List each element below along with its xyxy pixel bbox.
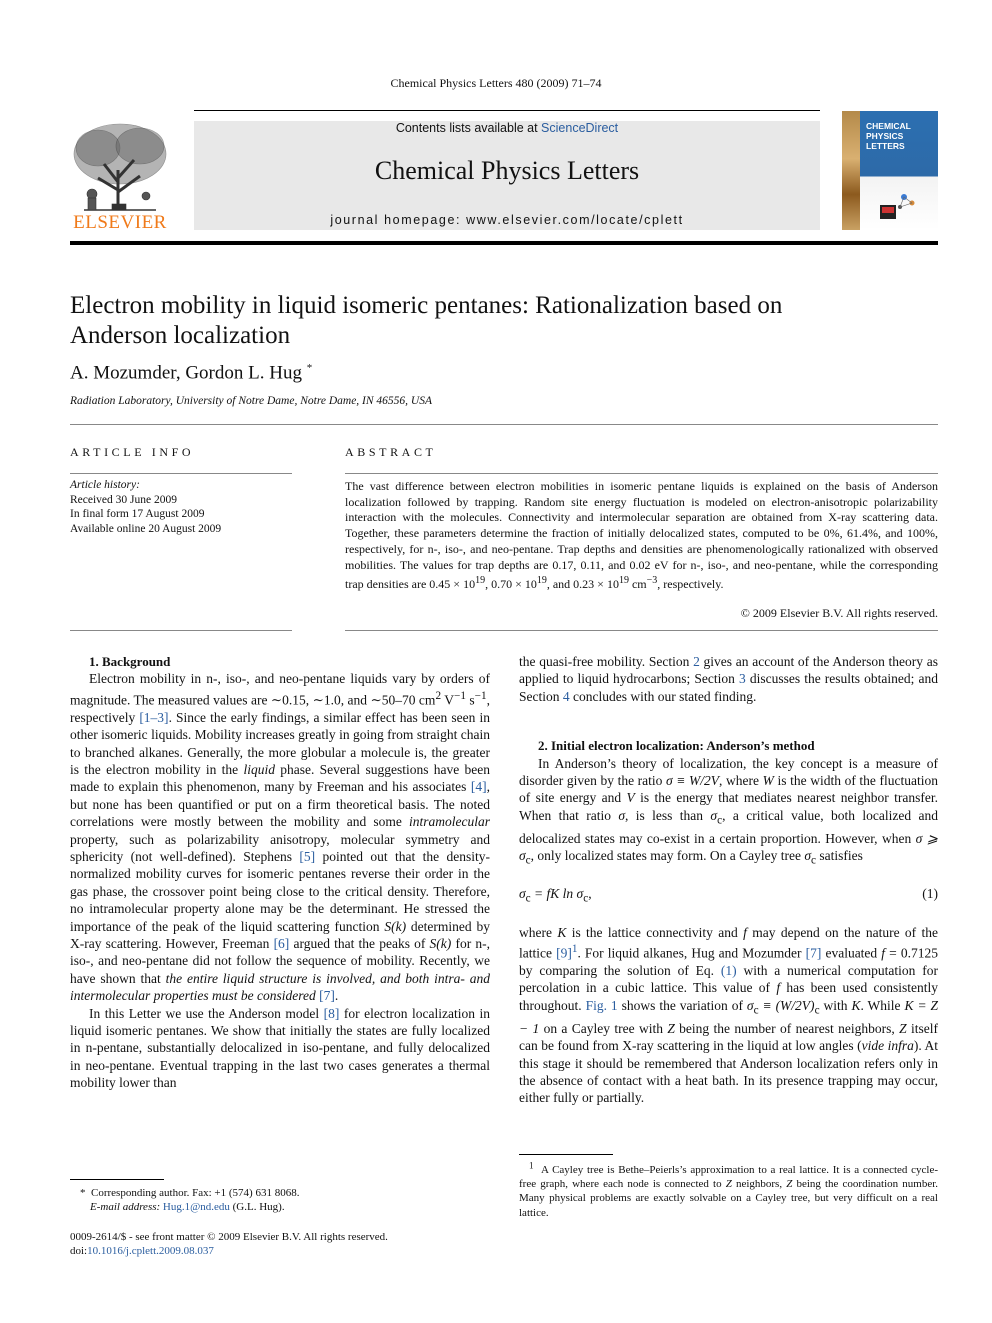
corresponding-author-mark[interactable]: *	[306, 362, 313, 374]
text: by comparing the solution of Eq.	[519, 962, 721, 978]
text: , is less than	[625, 807, 711, 823]
abstract-part: , 0.70 × 10	[485, 577, 537, 592]
email-link[interactable]: Hug.1@nd.edu	[162, 1201, 230, 1213]
text: gives an account of the Anderson theory as applied to liquid hydrocarbons; Section	[519, 654, 938, 687]
abstract-copyright: © 2009 Elsevier B.V. All rights reserved.	[740, 606, 938, 620]
math-symbol: W	[762, 773, 774, 789]
revised-date: In final form 17 August 2009	[70, 508, 205, 521]
footnote-mark: 1	[529, 1160, 534, 1170]
subscript: c	[811, 855, 817, 868]
footnote-text: Corresponding author. Fax: +1 (574) 631 8068.	[91, 1187, 300, 1199]
text: A Cayley tree is Bethe–Peierls’s approximation to a real lattice. It is a connected cycle-free graph, where each node is connected to	[519, 1163, 938, 1190]
emphasis: intramolecular	[409, 814, 490, 830]
math-symbol: σ	[618, 807, 626, 823]
cover-title	[866, 121, 911, 151]
citation-link[interactable]: [7]	[319, 988, 335, 1004]
abstract-rule	[345, 473, 938, 474]
section-link[interactable]: 3	[739, 671, 746, 687]
text: phase. Several suggestions have been made to explain this phenomenon, many by Freeman and his associates	[70, 761, 490, 795]
history-label: Article history:	[70, 479, 140, 491]
footnote-rule	[70, 1179, 164, 1180]
math-expression: K = Z − 1	[519, 997, 939, 1036]
math-symbol: K	[851, 997, 861, 1013]
text: evaluated	[821, 945, 882, 961]
text: . While	[860, 997, 905, 1013]
issn-doi-block	[70, 1230, 388, 1258]
math-expression: σ ⩾ σ	[519, 830, 938, 864]
abstract-part: , respectively.	[657, 577, 724, 592]
math-symbol: f	[743, 924, 747, 940]
text: with a numerical computation for percolation in a cubic lattice. This value of	[519, 962, 938, 996]
footnote-rule	[519, 1154, 613, 1155]
equation-tail: ,	[588, 886, 592, 902]
equation-rhs: = fK ln σ	[530, 886, 584, 902]
equation-body	[519, 885, 592, 908]
text: . For liquid alkanes, Hug and Mozumder	[577, 945, 806, 961]
title-line: Electron mobility in liquid isomeric pentanes: Rationalization based on	[70, 292, 783, 319]
section-link[interactable]: 2	[693, 654, 700, 669]
affiliation: Radiation Laboratory, University of Notre Dame, Notre Dame, IN 46556, USA	[70, 395, 433, 407]
cayley-tree-footnote	[519, 1158, 938, 1220]
left-column	[70, 653, 490, 1092]
online-date: Available online 20 August 2009	[70, 522, 222, 535]
text: is the lattice connectivity and	[566, 924, 744, 940]
header-rule	[194, 110, 820, 111]
math-symbol: σ	[746, 997, 754, 1013]
article-history	[70, 478, 221, 536]
text: In Anderson’s theory of localization, the key concept is a measure of disorder given by the ratio	[519, 755, 938, 789]
email-owner: (G.L. Hug).	[232, 1201, 285, 1213]
math-symbol: Z	[725, 1177, 732, 1190]
equation-1	[519, 885, 938, 908]
equation-link[interactable]: (1)	[720, 962, 737, 978]
emphasis: vide infra	[861, 1038, 914, 1054]
text: with	[819, 997, 852, 1013]
text: , respectively	[70, 692, 490, 725]
issn-line: 0009-2614/$ - see front matter © 2009 Elsevier B.V. All rights reserved.	[70, 1231, 388, 1243]
text: satisfies	[816, 848, 863, 864]
text: property, such as polarizability anisotropy, molecular symmetry and sphericity (not well-defined). Stephens	[70, 831, 490, 864]
received-date: Received 30 June 2009	[70, 493, 177, 506]
section-heading-background: 1. Background	[89, 654, 171, 669]
exponent: −1	[474, 689, 487, 702]
citation-link[interactable]: [9]	[556, 945, 572, 961]
text: being the coordination number. Many physical problems are exactly solvable on a Cayley tree, but very difficult on a real lattice.	[519, 1177, 939, 1219]
contents-prefix: Contents lists available at	[395, 121, 542, 135]
exponent: 19	[475, 575, 486, 587]
exponent: 19	[618, 575, 629, 587]
text: , a critical value, both localized and delocalized states may co-exist in a certain proportion. However, when	[519, 807, 939, 846]
footnote-link[interactable]: 1	[571, 942, 578, 955]
corresponding-author-footnote	[70, 1186, 490, 1214]
title-divider	[70, 424, 938, 425]
math-symbol: σ	[710, 807, 718, 823]
abstract-heading: ABSTRACT	[345, 445, 437, 459]
publisher-name: ELSEVIER	[73, 212, 167, 233]
emphasis: liquid	[243, 761, 275, 777]
citation-link[interactable]: [5]	[299, 848, 316, 864]
footnote-mark: *	[80, 1187, 86, 1199]
subscript: c	[717, 814, 723, 827]
text: , but none has been quantified or put on a firm theoretical basis. The noted correlations were mostly between the mobility and some	[70, 779, 490, 830]
abstract-bottom-rule	[345, 630, 938, 631]
text: ). At this stage it should be remembered that Anderson localization refers only in the absence of contact with a heat bath. In its presence trapping may occur, either fully or partially.	[519, 1038, 938, 1106]
abstract-part: , and 0.23 × 10	[546, 577, 619, 592]
text: the quasi-free mobility. Section	[519, 654, 694, 669]
author-list	[70, 362, 312, 384]
text: = 0.7125	[885, 945, 938, 961]
section-link[interactable]: 4	[562, 688, 570, 704]
journal-homepage[interactable]: journal homepage: www.elsevier.com/locate/cplett	[330, 213, 684, 227]
figure-link[interactable]: Fig. 1	[585, 997, 618, 1013]
doi-line	[70, 1244, 388, 1258]
text: .	[334, 988, 339, 1004]
email-label: E-mail address:	[90, 1201, 161, 1213]
emphasis-quote: the entire liquid structure is involved, and both intra- and intermolecular properties must be considered	[70, 970, 490, 1004]
abstract-part: The vast difference between electron mobilities in isomeric pentane liquids is explained on the basis of Anderson localization followed by trapping. Random site energy fluctuation is modeled on electron-anisotropic polarizability interaction with the molecules. Connectivity and intermolecular separation are obtained from X-ray scattering data. Together, these parameters determine the fraction of initially delocalized states, computed to be 0%, 61.4%, and 100%, respectively, for n-, iso-, and neo-pentane. Trap depths and densities are phenomenologically rationalized with observed mobilities. The values for trap depths are 0.17, 0.11, and 0.02 eV for n-, iso-, and neo-pentane, while the corresponding trap densities are 0.45 × 10	[345, 479, 938, 592]
text: on a Cayley tree with	[539, 1020, 668, 1036]
equation-number: (1)	[922, 886, 938, 902]
text: s	[465, 692, 475, 708]
subscript: c	[583, 893, 589, 906]
text: has been used consistently throughout.	[519, 980, 938, 1013]
exponent: −1	[453, 689, 466, 702]
citation-link[interactable]: [6]	[273, 936, 290, 951]
text	[519, 1160, 939, 1219]
text: for n-, iso-, and neo-pentane did not follow the sequence of mobility. Recently, we have shown that	[70, 936, 490, 986]
text: discusses the results obtained; and Section	[519, 671, 938, 704]
text: is the width of the fluctuation of site energy and	[519, 773, 939, 806]
citation-link[interactable]: [8]	[323, 1005, 340, 1021]
text: for electron localization in liquid isomeric pentanes. We show that initially the states are fully localized in n-pentane, substantially delocalized in iso-pentane, and fully delocalized in neo-pentane. Eventual trapping in the last two cases generates a thermal mobility lower than	[70, 1005, 490, 1091]
paragraph	[70, 670, 490, 1004]
paragraph	[519, 653, 938, 705]
text: where	[519, 924, 558, 940]
contents-availability	[194, 121, 820, 135]
journal-reference: Chemical Physics Letters 480 (2009) 71–74	[390, 76, 602, 90]
citation-link[interactable]: [4]	[470, 779, 487, 795]
doi-label: doi:	[70, 1245, 88, 1257]
subscript: c	[525, 893, 531, 906]
footnote-line	[70, 1186, 490, 1200]
equation-lhs: σ	[519, 886, 526, 902]
title-line: Anderson localization	[70, 322, 291, 349]
text: In this Letter we use the Anderson model	[89, 1005, 324, 1021]
text: determined by X-ray scattering. However, Freeman	[70, 918, 490, 951]
citation-link[interactable]: [1–3]	[139, 709, 169, 725]
math-symbol: V	[626, 790, 635, 806]
authors-text: A. Mozumder, Gordon L. Hug	[70, 362, 302, 384]
exponent: 2	[435, 689, 442, 702]
masthead-thick-rule	[70, 241, 938, 245]
math-symbol: Z	[667, 1020, 675, 1036]
math-symbol: Z	[899, 1020, 907, 1036]
cover-title-line: LETTERS	[866, 141, 905, 151]
cover-molecule-graphic	[878, 187, 920, 223]
article-info-bottom-rule	[70, 630, 292, 631]
citation-link[interactable]: [7]	[805, 945, 822, 961]
text: itself can be found from X-ray scattering in the liquid at low angles (	[519, 1020, 938, 1054]
text: is the energy that mediates nearest neighbor transfer. When that ratio	[519, 790, 938, 823]
math-symbol: S(k)	[384, 918, 407, 934]
exponent: 19	[536, 575, 547, 587]
math-symbol: Z	[786, 1177, 793, 1190]
subscript: c	[814, 1004, 820, 1017]
math-symbol: σ	[804, 848, 812, 864]
subscript: c	[753, 1004, 759, 1017]
math-symbol: f	[776, 980, 781, 996]
right-column	[519, 653, 938, 1107]
text: neighbors,	[731, 1177, 787, 1190]
abstract-part: cm	[628, 577, 647, 592]
cover-title-line: PHYSICS	[866, 131, 904, 141]
section-heading-anderson: 2. Initial electron localization: Anderson’s method	[538, 738, 815, 754]
paragraph	[519, 755, 938, 871]
math-expression: ≡ (W/2V)	[758, 997, 815, 1013]
journal-title: Chemical Physics Letters	[374, 156, 640, 185]
abstract-text	[345, 479, 938, 593]
cover-side-strip	[842, 111, 860, 230]
paragraph	[70, 1005, 490, 1092]
text: concludes with our stated finding.	[569, 688, 757, 704]
subscript: c	[525, 855, 531, 868]
text: . Since the early findings, a similar effect has been seen in other isomeric liquids. Mobility increases greatly in going from straight chain to branched alkanes. Generally, the more globular a molecule is, the greater is the electron mobility in the	[70, 709, 490, 777]
text: Electron mobility in n-, iso-, and neo-pentane liquids vary by orders of magnitude. The measured values are ∼0.15, ∼1.0, and ∼50–70 cm	[70, 671, 490, 708]
doi-link[interactable]: 10.1016/j.cplett.2009.08.037	[87, 1245, 214, 1257]
math-symbol: f	[881, 945, 886, 961]
text: shows the variation of	[617, 997, 747, 1013]
article-info-heading: ARTICLE INFO	[70, 445, 195, 459]
math-symbol: K	[557, 924, 567, 940]
sciencedirect-link[interactable]: ScienceDirect	[541, 121, 619, 135]
math-symbol: S(k)	[429, 936, 452, 951]
exponent: −3	[646, 575, 658, 587]
text: argued that the peaks of	[289, 936, 430, 951]
text: being the number of nearest neighbors,	[674, 1020, 900, 1036]
cover-title-line: CHEMICAL	[866, 121, 911, 131]
journal-cover[interactable]	[842, 111, 938, 230]
math-expression: σ ≡ W/2V	[666, 773, 720, 789]
footnote-line	[70, 1200, 490, 1214]
text: pointed out that the density-normalized mobility curves for isomeric pentanes reverse their order in the gas phase, the crossover point being close to the critical density. Therefore, no intramolecular property alone may be the determinant. He stressed the importance of the peak of the liquid scattering function	[70, 848, 490, 934]
paragraph	[519, 924, 938, 1107]
text: V	[441, 692, 454, 708]
article-info-rule	[70, 473, 292, 474]
text: may depend on the nature of the lattice	[519, 924, 938, 961]
text: , where	[719, 773, 763, 789]
text: , only localized states may form. On a Cayley tree	[530, 848, 805, 864]
paper-title	[70, 291, 930, 351]
